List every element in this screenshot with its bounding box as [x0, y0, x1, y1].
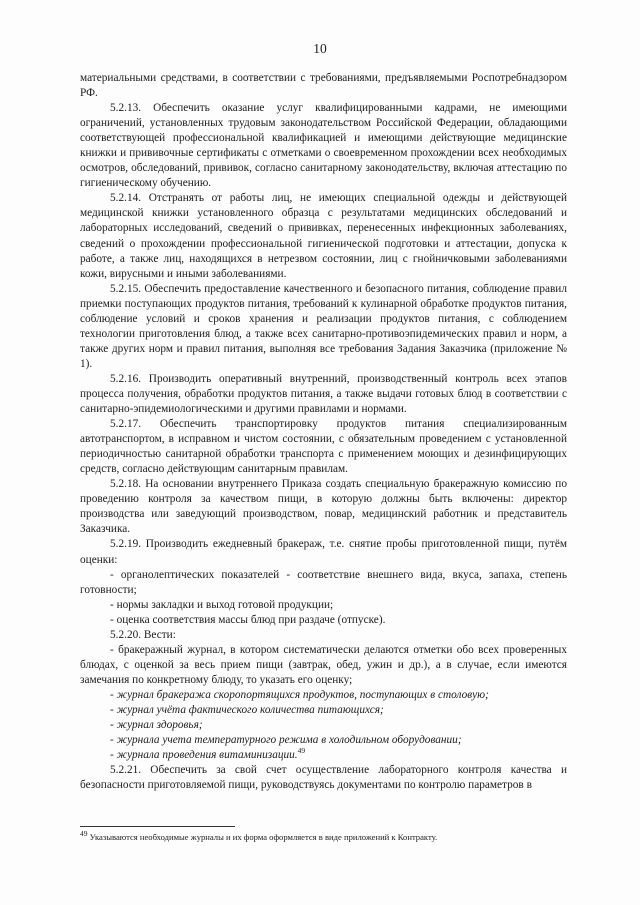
page-number: 10 [313, 41, 327, 56]
document-body [80, 71, 567, 793]
footnote-reference[interactable]: 49 [297, 746, 306, 756]
footnote-divider [80, 826, 235, 827]
clause-5-2-18: 5.2.18. На основании внутреннего Приказа создать специальную бракеражную комиссию по проведению контроля за качеством пищи, в которую должны быть включены: директор производства или заведующий производством, повар, медицинский работник и представитель Заказчика. [80, 478, 567, 536]
journal-item: - журнал учёта фактического количества питающихся; [110, 703, 384, 716]
clause-5-2-14: 5.2.14. Отстранять от работы лиц, не имеющих специальной одежды и действующей медицинской книжки установленного образца с результатами медицинских обследований и лабораторных исследований, сведений о прививках, перенесенных инфекционных заболеваниях, сведений о прохождении профессиональной гигиенической подготовки и аттестации, допуска к работе, а также лиц, находящихся в нетрезвом состоянии, лиц с гнойничковыми заболеваниями кожи, вирусными и иными заболеваниями. [80, 192, 567, 280]
footnote [80, 829, 567, 843]
list-item: - органолептических показателей - соответствие внешнего вида, вкуса, запаха, степень готовности; [80, 568, 567, 596]
clause-5-2-21: 5.2.21. Обеспечить за свой счет осуществление лабораторного контроля качества и безопасности приготовляемой пищи, руководствуясь документами по контролю параметров в [80, 764, 567, 792]
list-item: - бракеражный журнал, в котором систематически делаются отметки обо всех проверенных блюдах, с оценкой за весь прием пищи (завтрак, обед, ужин и др.), а в случае, если имеются замечания по конкретному блюду, то указать его оценку; [80, 643, 567, 686]
clause-5-2-16: 5.2.16. Производить оперативный внутренний, производственный контроль всех этапов процесса получения, обработки продуктов питания, а также выдачи готовых блюд в соответствии с санитарно-эпидемиологическими и другими правилами и нормами. [80, 372, 567, 416]
journal-item [80, 748, 567, 763]
paragraph-continuation: материальными средствами, в соответствии с требованиями, предъявляемыми Роспотребнадзором РФ. [80, 72, 567, 100]
clause-5-2-20: 5.2.20. Вести: [110, 628, 176, 641]
list-item: - нормы закладки и выход готовой продукции; [110, 598, 334, 611]
clause-5-2-13: 5.2.13. Обеспечить оказание услуг квалифицированными кадрами, не имеющими ограничений, установленных трудовым законодательством Российской Федерации, обладающими соответствующей профессиональной квалификацией и имеющими действующие медицинские книжки и прививочные сертификаты с отметками о своевременном прохождении всех необходимых осмотров, обследований, прививок, согласно санитарному законодательству, включая аттестацию по гигиеническому обучению. [80, 102, 567, 190]
journal-item: - журнал бракеража скоропортящихся продуктов, поступающих в столовую; [110, 688, 489, 701]
clause-5-2-15: 5.2.15. Обеспечить предоставление качественного и безопасного питания, соблюдение правил приемки поступающих продуктов питания, требований к кулинарной обработке продуктов питания, соблюдение условий и сроков хранения и реализации продуктов питания, с соблюдением технологии приготовления блюд, а также всех санитарно-противоэпидемических правил и норм, а также других норм и правил питания, выполняя все требования Задания Заказчика (приложение № 1). [80, 282, 567, 370]
journal-item: - журнала учета температурного режима в холодильном оборудовании; [110, 734, 462, 747]
clause-5-2-19: 5.2.19. Производить ежедневный бракераж, т.е. снятие пробы приготовленной пищи, путём оценки: [80, 538, 567, 566]
footnote-text: Указываются необходимые журналы и их форма оформляется в виде приложений к Контракту. [89, 832, 438, 842]
clause-5-2-17: 5.2.17. Обеспечить транспортировку продуктов питания специализированным автотранспортом, в исправном и чистом состоянии, с обязательным проведением с установленной периодичностью санитарной обработки транспорта с применением моющих и дезинфицирующих средств, согласно действующим санитарным правилам. [80, 418, 567, 476]
list-item: - оценка соответствия массы блюд при раздаче (отпуске). [110, 613, 386, 626]
journal-item-text: - журнала проведения витаминизации. [110, 749, 298, 762]
journal-item: - журнал здоровья; [110, 719, 203, 732]
footnote-marker: 49 [80, 829, 88, 839]
